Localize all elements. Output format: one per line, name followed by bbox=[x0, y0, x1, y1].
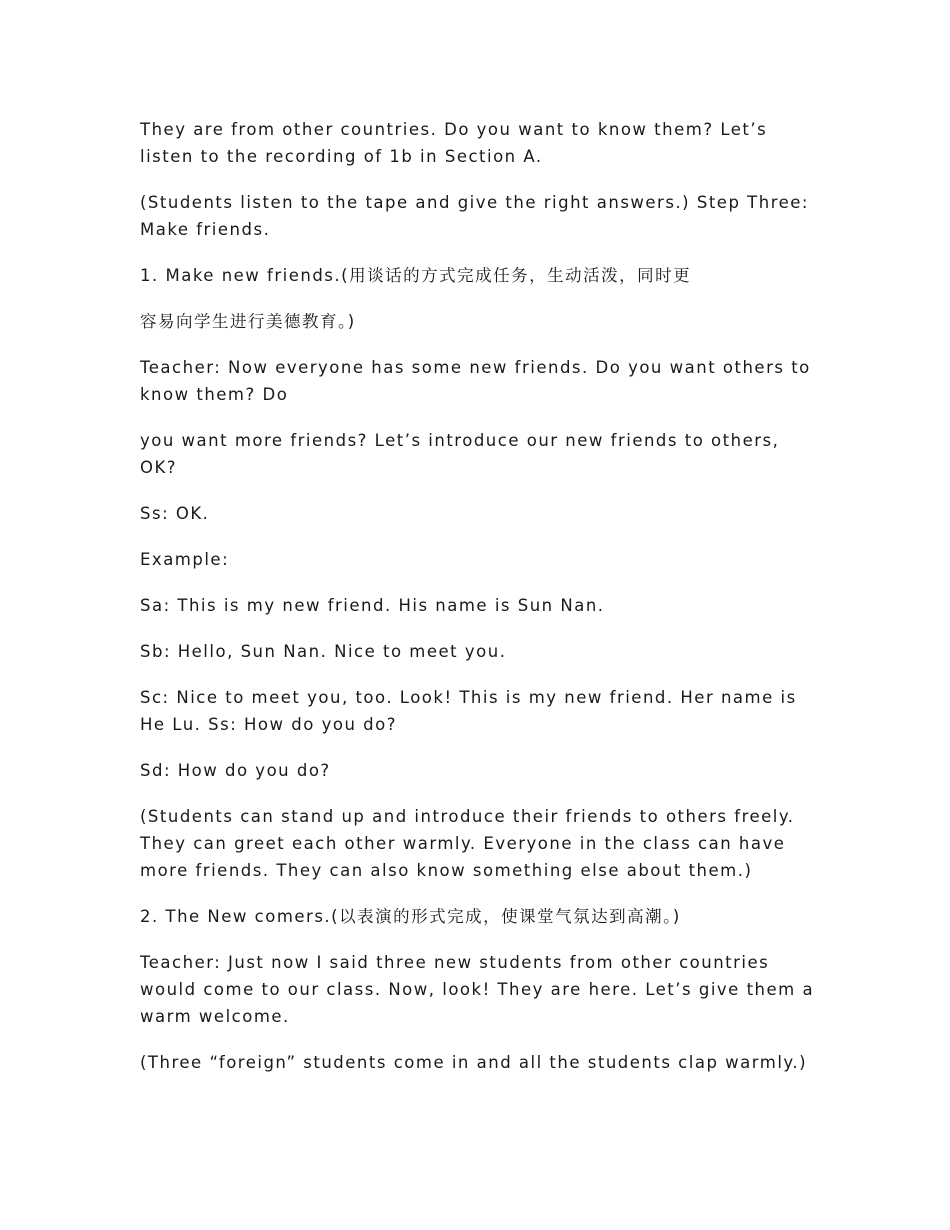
paragraph-teacher-question: Teacher: Now everyone has some new friends. Do you want others to know them? Do bbox=[140, 358, 811, 404]
paragraph-dialogue-sa: Sa: This is my new friend. His name is Sun Nan. bbox=[140, 596, 605, 615]
paragraph-dialogue-sd: Sd: How do you do? bbox=[140, 761, 331, 780]
paragraph-new-comers: 2. The New comers.(以表演的形式完成，使课堂气氛达到高潮。) bbox=[140, 907, 681, 926]
paragraph-teacher-question-cont: you want more friends? Let’s introduce our new friends to others, OK? bbox=[140, 431, 780, 477]
document-body bbox=[140, 116, 816, 1095]
paragraph-teacher-welcome: Teacher: Just now I said three new students from other countries would come to our class. Now, look! They are here. Let’s give them a warm welcome. bbox=[140, 953, 815, 1026]
paragraph-ss-ok: Ss: OK. bbox=[140, 504, 210, 523]
paragraph-students-instructions: (Students can stand up and introduce their friends to others freely. They can greet each other warmly. Everyone in the class can have more friends. They can also know something else about them.) bbox=[140, 807, 795, 880]
paragraph-make-new-friends: 1. Make new friends.(用谈话的方式完成任务，生动活泼，同时更 bbox=[140, 266, 692, 285]
paragraph-foreign-students: (Three “foreign” students come in and all the students clap warmly.) bbox=[140, 1053, 808, 1072]
paragraph-dialogue-sc: Sc: Nice to meet you, too. Look! This is my new friend. Her name is He Lu. Ss: How do you do? bbox=[140, 688, 797, 734]
paragraph-example-label: Example: bbox=[140, 550, 230, 569]
paragraph-step-three: (Students listen to the tape and give the right answers.) Step Three: Make friends. bbox=[140, 193, 809, 239]
paragraph-intro: They are from other countries. Do you want to know them? Let’s listen to the recording of 1b in Section A. bbox=[140, 120, 768, 166]
paragraph-make-new-friends-cont: 容易向学生进行美德教育。) bbox=[140, 312, 356, 331]
paragraph-dialogue-sb: Sb: Hello, Sun Nan. Nice to meet you. bbox=[140, 642, 507, 661]
